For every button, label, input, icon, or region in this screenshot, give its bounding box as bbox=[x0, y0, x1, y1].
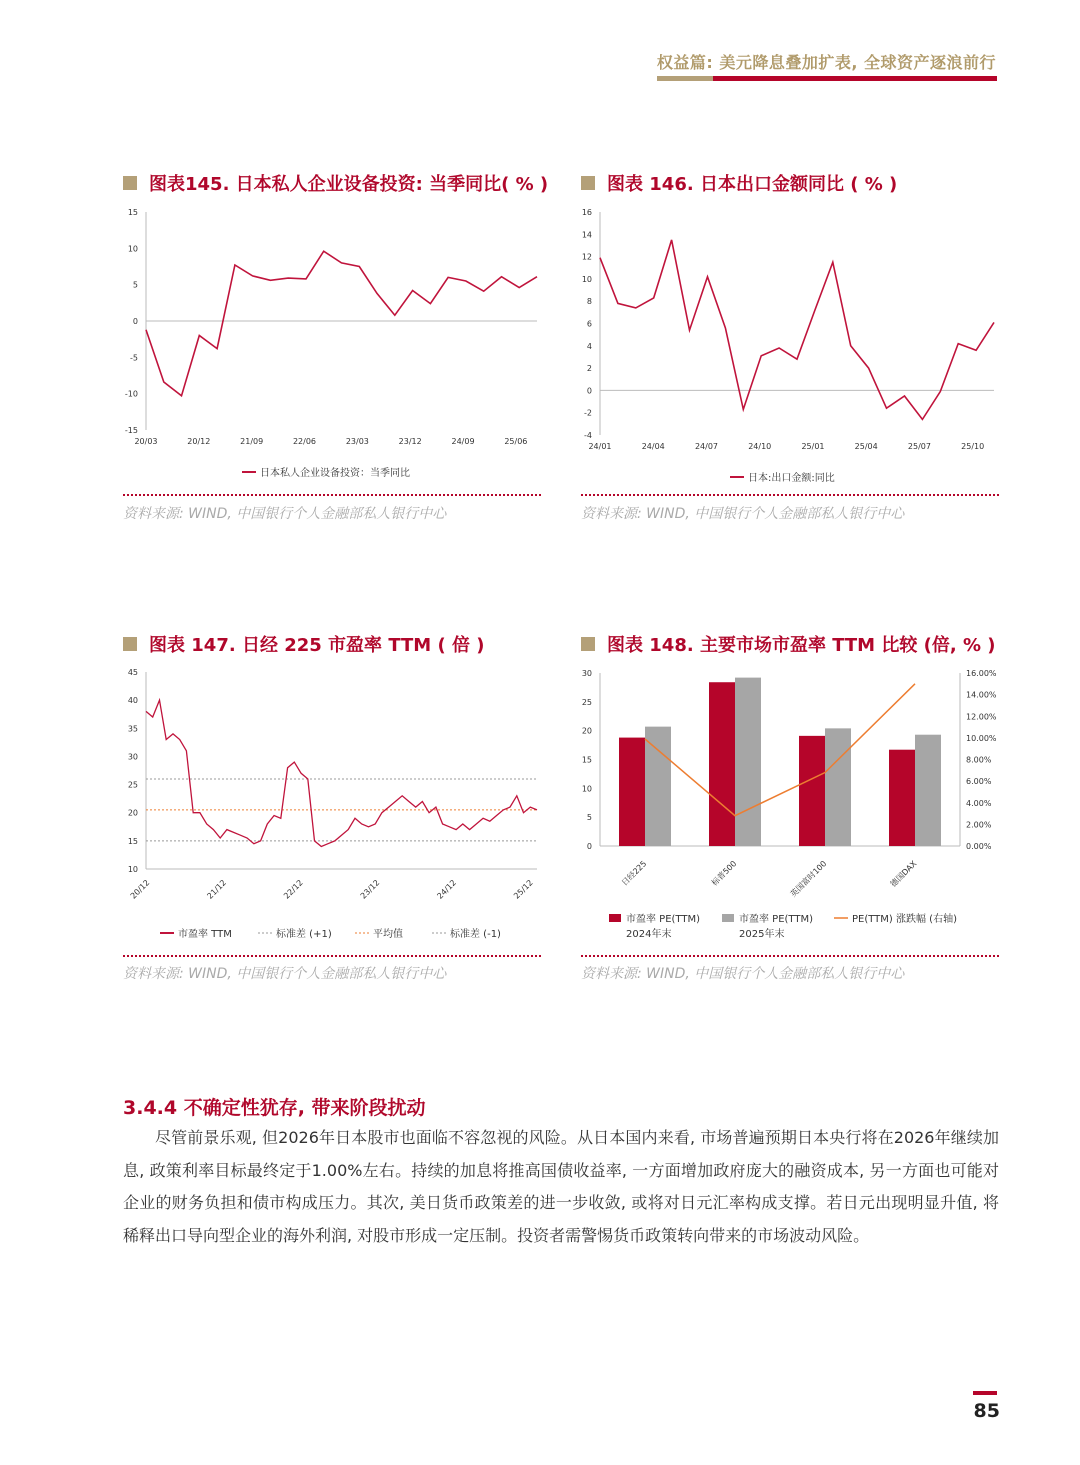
legend-label: PE(TTM) 涨跌幅 (右轴) bbox=[852, 914, 957, 925]
x-tick-label: 23/12 bbox=[398, 437, 422, 446]
bar-2024 bbox=[709, 682, 735, 846]
y-tick-label: 0 bbox=[132, 317, 138, 326]
legend-label: 日本私人企业设备投资：当季同比 bbox=[260, 468, 410, 479]
y-tick-label: 25 bbox=[581, 697, 592, 707]
x-tick-label: 23/03 bbox=[345, 437, 369, 446]
y2-tick-label: 0.00% bbox=[966, 842, 992, 851]
legend-label: 日本:出口金额:同比 bbox=[748, 473, 835, 484]
bar-2025 bbox=[645, 727, 671, 846]
legend-label: 市盈率 PE(TTM) bbox=[739, 914, 813, 925]
y-tick-label: 0 bbox=[586, 386, 592, 396]
y-tick-label: 6 bbox=[586, 319, 592, 329]
y-tick-label: 20 bbox=[127, 808, 138, 818]
y-tick-label: 12 bbox=[581, 252, 592, 262]
bar-2024 bbox=[799, 736, 825, 846]
y-tick-label: -5 bbox=[130, 353, 138, 363]
chart-147-title-text: 图表 147. 日经 225 市盈率 TTM ( 倍 ) bbox=[149, 635, 485, 656]
x-tick-label: 德国DAX bbox=[888, 859, 919, 889]
y2-tick-label: 14.00% bbox=[966, 690, 997, 700]
y-tick-label: -10 bbox=[124, 389, 138, 399]
y-tick-label: 5 bbox=[132, 280, 138, 290]
bar-2025 bbox=[735, 678, 761, 846]
x-tick-label: 22/06 bbox=[292, 437, 317, 446]
legend-swatch bbox=[722, 914, 734, 922]
x-tick-label: 24/01 bbox=[588, 442, 612, 451]
chart-148-divider bbox=[581, 955, 999, 957]
x-tick-label: 25/07 bbox=[907, 442, 931, 451]
x-tick-label: 20/03 bbox=[134, 437, 158, 446]
x-tick-label: 20/12 bbox=[187, 437, 211, 446]
legend-label-sub: 2025年末 bbox=[739, 929, 785, 940]
x-tick-label: 22/12 bbox=[282, 878, 305, 901]
x-tick-label: 23/12 bbox=[358, 878, 382, 901]
bar-2025 bbox=[915, 735, 941, 846]
x-tick-label: 25/04 bbox=[854, 442, 878, 451]
y2-tick-label: 16.00% bbox=[966, 669, 997, 678]
bar-2024 bbox=[619, 738, 645, 846]
y-tick-label: 10 bbox=[127, 244, 138, 254]
x-tick-label: 英国富时100 bbox=[788, 859, 829, 899]
y-tick-label: -4 bbox=[584, 431, 592, 440]
x-tick-label: 25/01 bbox=[801, 442, 825, 451]
legend-label-sub: 2024年末 bbox=[626, 929, 672, 940]
y-tick-label: 15 bbox=[127, 208, 138, 217]
y-tick-label: 25 bbox=[127, 780, 138, 790]
legend-label: 市盈率 TTM bbox=[178, 929, 232, 940]
y-tick-label: 30 bbox=[127, 752, 138, 762]
header-title: 权益篇: 美元降息叠加扩表, 全球资产逐浪前行 bbox=[656, 53, 996, 72]
page-number: 85 bbox=[973, 1400, 1000, 1422]
x-tick-label: 24/10 bbox=[748, 442, 772, 451]
y2-tick-label: 8.00% bbox=[966, 755, 992, 765]
y-tick-label: 14 bbox=[581, 230, 592, 240]
page-number-bar bbox=[973, 1391, 997, 1395]
y-tick-label: 5 bbox=[586, 813, 592, 823]
x-tick-label: 24/09 bbox=[451, 437, 475, 446]
y2-tick-label: 10.00% bbox=[966, 733, 997, 743]
bar-2024 bbox=[889, 750, 915, 846]
chart-145-title-text: 图表145. 日本私人企业设备投资: 当季同比( % ) bbox=[149, 174, 549, 195]
y-tick-label: 40 bbox=[127, 696, 138, 706]
y-tick-label: 2 bbox=[586, 364, 592, 374]
y-tick-label: 0 bbox=[586, 842, 592, 851]
y-tick-label: 15 bbox=[581, 755, 592, 765]
legend-label: 市盈率 PE(TTM) bbox=[626, 914, 700, 925]
x-tick-label: 21/12 bbox=[205, 878, 229, 901]
y-tick-label: 10 bbox=[127, 865, 138, 874]
section-heading: 3.4.4 不确定性犹存, 带来阶段扰动 bbox=[123, 1097, 426, 1119]
x-tick-label: 标普500 bbox=[709, 859, 739, 888]
chart-145-source: 资料来源: WIND, 中国银行个人金融部私人银行中心 bbox=[123, 506, 447, 522]
chart-146-title-text: 图表 146. 日本出口金额同比 ( % ) bbox=[607, 174, 898, 195]
bar-2025 bbox=[825, 728, 851, 846]
y-tick-label: 16 bbox=[581, 208, 592, 217]
legend-label: 平均值 bbox=[373, 929, 403, 940]
legend-label: 标准差 (+1) bbox=[276, 929, 332, 940]
chart-148-title-text: 图表 148. 主要市场市盈率 TTM 比较 (倍, % ) bbox=[607, 635, 996, 656]
x-tick-label: 21/09 bbox=[240, 437, 264, 446]
x-tick-label: 24/04 bbox=[641, 442, 665, 451]
y-tick-label: 35 bbox=[127, 724, 138, 734]
y2-tick-label: 2.00% bbox=[966, 820, 992, 830]
x-tick-label: 25/12 bbox=[512, 878, 535, 901]
y-tick-label: 45 bbox=[127, 668, 138, 677]
y-tick-label: 4 bbox=[586, 341, 592, 351]
x-tick-label: 日经225 bbox=[619, 859, 649, 888]
section-body: 尽管前景乐观, 但2026年日本股市也面临不容忽视的风险。从日本国内来看, 市场普遍预期日本央行将在2026年继续加息, 政策利率目标最终定于1.00%左右。持续的加息将推高国债收益率, 一方面增加政府庞大的融资成本, 另一方面也可能对企业的财务负担和债市构成压力。其次, 美日货币政策差的进一步收敛, 或将对日元汇率构成支撑。若日元出现明显升值, 将稀释出口导向型企业的海外利润, 对股市形成一定压制。投资者需警惕货币政策转向带来的市场波动风险。 bbox=[123, 1128, 999, 1245]
x-tick-label: 25/06 bbox=[504, 437, 528, 446]
chart-148-source: 资料来源: WIND, 中国银行个人金融部私人银行中心 bbox=[581, 966, 905, 982]
y-tick-label: -2 bbox=[584, 408, 592, 418]
y2-tick-label: 6.00% bbox=[966, 777, 992, 787]
y2-tick-label: 12.00% bbox=[966, 712, 997, 722]
y-tick-label: -15 bbox=[124, 426, 138, 435]
x-tick-label: 25/10 bbox=[961, 442, 985, 451]
chart-147-source: 资料来源: WIND, 中国银行个人金融部私人银行中心 bbox=[123, 966, 447, 982]
y-tick-label: 10 bbox=[581, 784, 592, 794]
x-tick-label: 24/07 bbox=[694, 442, 719, 451]
chart-146-source: 资料来源: WIND, 中国银行个人金融部私人银行中心 bbox=[581, 506, 905, 522]
y-tick-label: 30 bbox=[581, 669, 592, 678]
x-tick-label: 20/12 bbox=[128, 878, 152, 901]
legend-label: 标准差 (-1) bbox=[450, 929, 501, 940]
y2-tick-label: 4.00% bbox=[966, 798, 992, 808]
y-tick-label: 10 bbox=[581, 274, 592, 284]
legend-swatch bbox=[609, 914, 621, 922]
change-line bbox=[645, 684, 915, 816]
y-tick-label: 20 bbox=[581, 726, 592, 736]
y-tick-label: 15 bbox=[127, 836, 138, 846]
x-tick-label: 24/12 bbox=[435, 878, 459, 901]
y-tick-label: 8 bbox=[586, 297, 592, 307]
